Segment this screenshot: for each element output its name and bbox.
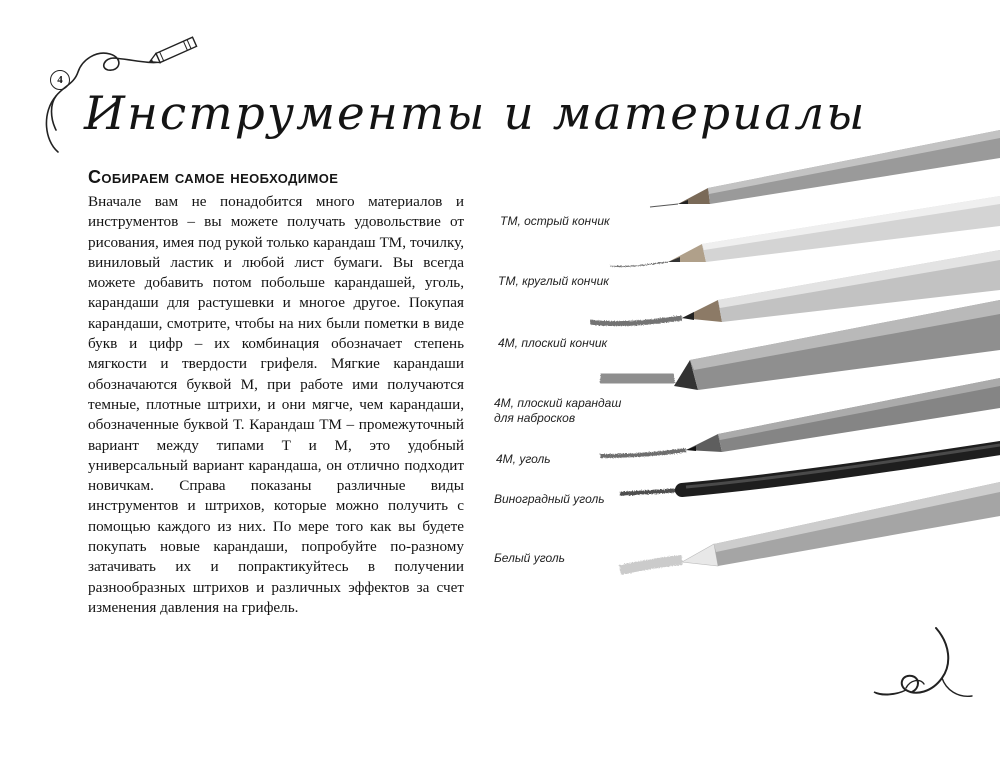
pencil-hb-sharp (650, 130, 1000, 207)
tool-label-hb-round: ТМ, круглый кончик (498, 274, 609, 288)
page-number: 4 (50, 70, 70, 90)
tool-label-hb-sharp: ТМ, острый кончик (500, 214, 610, 228)
pencil-icon (148, 37, 197, 66)
tool-label-white-charcoal: Белый уголь (494, 551, 565, 565)
page-title: Инструменты и материалы (84, 86, 867, 140)
tool-label-4b-flat: 4М, плоский кончик (498, 336, 608, 350)
pencil-hb-round (610, 196, 1000, 267)
pencil-white-charcoal (620, 482, 1000, 570)
pencils-illustration (590, 130, 1000, 610)
header-ornament (0, 0, 230, 170)
swirl-ornament-icon (860, 620, 980, 720)
tool-label-4b-charcoal: 4М, уголь (496, 452, 551, 466)
section-heading: Собираем самое необходимое (88, 167, 339, 187)
body-paragraph: Вначале вам не понадобится много материалов и инструментов – вы можете получать удовольствие от рисования, имея под рукой только карандаш ТМ, точилку, виниловый ластик и любой лист бумаги. Вы всегда можете добавить потом побольше карандашей, уголь, карандаши для растушевки и многое другое. Покупая карандаши, смотрите, чтобы на них были пометки в виде букв и цифр – их комбинация обозначает степень мягкости и твердости грифеля. Мягкие карандаши обозначаются буквой М, при работе ими получаются темные, плотные штрихи, и они мягче, чем карандаши, обозначенные буквой Т. Карандаш ТМ – промежуточный вариант между типами Т и М, это удобный универсальный вариант карандаша, он отлично подходит новичкам. Справа показаны различные виды инструментов и штрихов, которые можно получить с помощью каждого из них. По мере того как вы будете покупать новые карандаши, попробуйте по-разному затачивать их и попрактикуйтесь в получении разнообразных штрихов и различных эффектов за счет изменения давления на грифель. (88, 193, 464, 616)
tool-label-4b-sketch: 4М, плоский карандаш для набросков (494, 396, 622, 425)
tool-label-vine-charcoal: Виноградный уголь (494, 492, 605, 506)
pencil-4b-sketch (600, 300, 1000, 390)
pencil-4b-charcoal (600, 378, 1000, 456)
